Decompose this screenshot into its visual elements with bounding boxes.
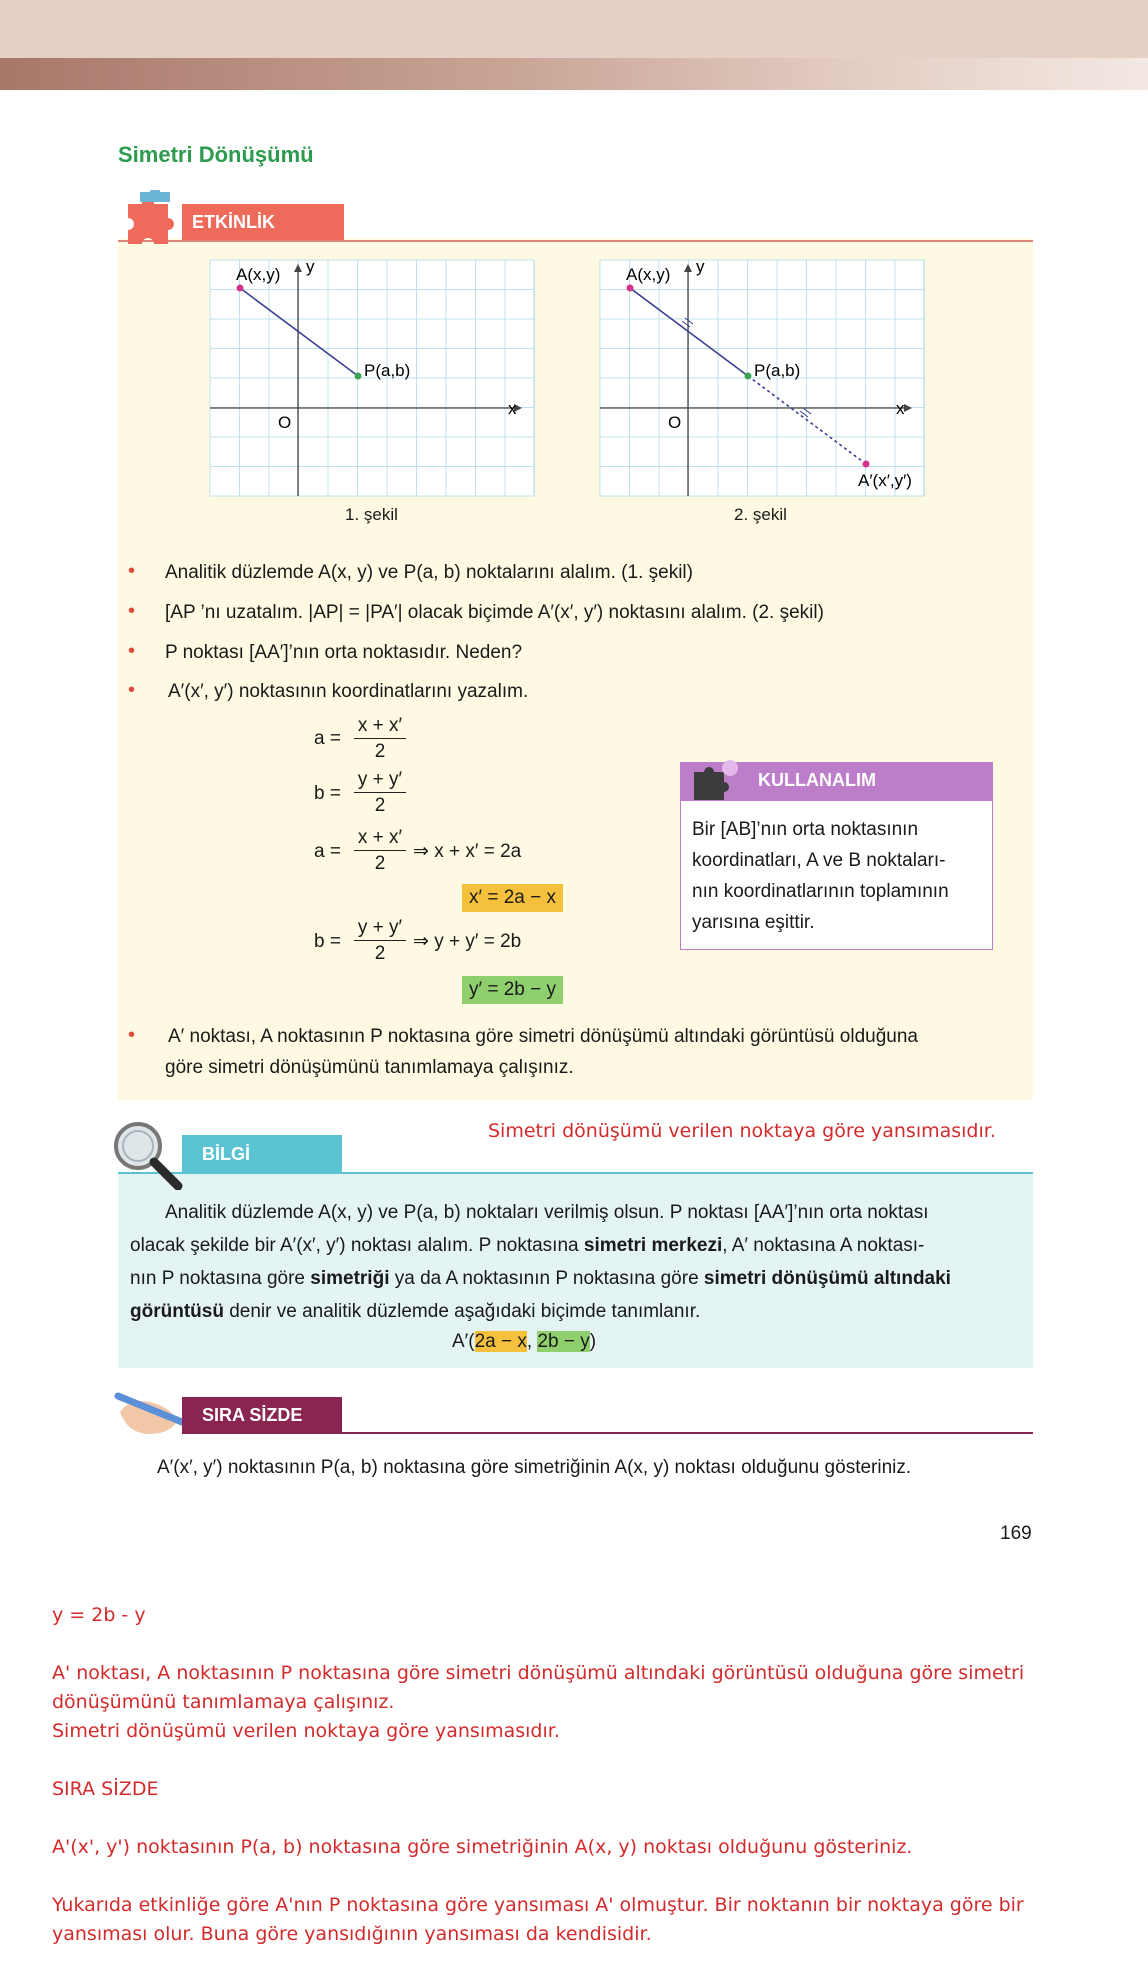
kullanalim-line: Bir [AB]’nın orta noktasının (692, 819, 919, 840)
note-line-3: dönüşümünü tanımlamaya çalışınız. (52, 1691, 395, 1713)
note-line-2: A' noktası, A noktasının P noktasına göre simetri dönüşümü altındaki görüntüsü olduğuna göre simetri (52, 1662, 1025, 1684)
bilgi-label: BİLGİ (202, 1144, 250, 1164)
sira-sizde-label: SIRA SİZDE (202, 1405, 303, 1425)
note-line-5: SIRA SİZDE (52, 1778, 159, 1800)
bullet-3: P noktası [AA′]’nın orta noktasıdır. Neden? (165, 642, 523, 663)
bullet-marker: • (128, 679, 136, 701)
bullet-marker: • (128, 560, 136, 582)
handwritten-note: Simetri dönüşümü verilen noktaya göre yansımasıdır. (488, 1120, 996, 1142)
bullet-marker: • (128, 600, 136, 622)
kullanalim-line: koordinatları, A ve B noktaları- (692, 850, 946, 871)
sira-sizde-text: A′(x′, y′) noktasının P(a, b) noktasına göre simetriğinin A(x, y) noktası olduğunu gösteriniz. (157, 1457, 912, 1478)
header-band (0, 0, 1148, 58)
formula-x-result: x′ = 2a − x (462, 884, 563, 912)
bilgi-line-3: nın P noktasına göre simetriği ya da A noktasının P noktasına göre simetri dönüşümü altındaki (130, 1268, 951, 1289)
bullet-5-line2: göre simetri dönüşümünü tanımlamaya çalışınız. (165, 1057, 574, 1078)
bullet-marker: • (128, 1024, 136, 1046)
etkinlik-divider (118, 240, 1033, 242)
figure-1-caption: 1. şekil (345, 505, 398, 524)
bilgi-line-2: olacak şekilde bir A′(x′, y′) noktası alalım. P noktasına simetri merkezi, A′ noktasına A noktası- (130, 1235, 925, 1256)
magnifier-icon (110, 1118, 186, 1195)
puzzle-icon (118, 190, 184, 257)
note-line-4: Simetri dönüşümü verilen noktaya göre yansımasıdır. (52, 1720, 560, 1742)
point-p (355, 373, 362, 380)
section-title: Simetri Dönüşümü (118, 142, 314, 167)
note-line-8: yansıması olur. Buna göre yansıdığının yansıması da kendisidir. (52, 1923, 652, 1945)
bullet-4: A′(x′, y′) noktasının koordinatlarını yazalım. (168, 681, 529, 702)
fig1-o-label: O (278, 413, 292, 432)
formula-y-result: y′ = 2b − y (462, 976, 563, 1004)
formula-b-num: y + y′ (354, 768, 406, 793)
kullanalim-label: KULLANALIM (758, 770, 876, 790)
bilgi-formula: A′(2a − x, 2b − y) (452, 1331, 597, 1352)
bullet-1: Analitik düzlemde A(x, y) ve P(a, b) noktalarını alalım. (1. şekil) (165, 562, 693, 583)
kullanalim-line: yarısına eşittir. (692, 912, 815, 933)
formula-b-lhs: b = (314, 783, 341, 804)
header-gradient-band (0, 58, 1148, 90)
fig1-p-label: P(a,b) (364, 361, 411, 380)
formula-a2-lhs: a = (314, 841, 341, 862)
formula-b-implies: ⇒ y + y′ = 2b (413, 931, 522, 952)
formula-a2-num: x + x′ (354, 826, 406, 851)
bilgi-line-4: görüntüsü denir ve analitik düzlemde aşağıdaki biçimde tanımlanır. (130, 1301, 701, 1322)
bullet-5-line1: A′ noktası, A noktasının P noktasına göre simetri dönüşümü altındaki görüntüsü olduğuna (168, 1026, 918, 1047)
figure-2 (598, 256, 938, 511)
formula-a-implies: ⇒ x + x′ = 2a (413, 841, 522, 862)
sira-sizde-divider (182, 1432, 1033, 1434)
kullanalim-text (692, 814, 984, 938)
note-line-7: Yukarıda etkinliğe göre A'nın P noktasına göre yansıması A' olmuştur. Bir noktanın bir noktaya göre bir (52, 1894, 1024, 1916)
fig2-o-label: O (668, 413, 682, 432)
point-a (237, 285, 244, 292)
bullet-marker: • (128, 640, 136, 662)
formula-b2-lhs: b = (314, 931, 341, 952)
formula-a-lhs: a = (314, 728, 341, 749)
bilgi-line-1: Analitik düzlemde A(x, y) ve P(a, b) noktaları verilmiş olsun. P noktası [AA′]’nın orta noktası (165, 1202, 929, 1223)
hand-pen-icon (112, 1382, 188, 1445)
figure-1 (208, 256, 538, 511)
fig2-a-prime-label: A′(x′,y′) (858, 471, 912, 490)
fig1-x-label: x (508, 399, 517, 418)
formula-a-den: 2 (374, 741, 386, 762)
kullanalim-line: nın koordinatlarının toplamının (692, 881, 949, 902)
fig2-x-label: x (896, 399, 905, 418)
note-line-6: A'(x', y') noktasının P(a, b) noktasına göre simetriğinin A(x, y) noktası olduğunu gösteriniz. (52, 1836, 913, 1858)
fig2-p-label: P(a,b) (754, 361, 801, 380)
bullet-2: [AP ’nı uzatalım. |AP| = |PA′| olacak biçimde A′(x′, y′) noktasını alalım. (2. şekil) (165, 602, 824, 623)
fig1-a-label: A(x,y) (236, 265, 281, 284)
formula-a2-den: 2 (374, 853, 386, 874)
page-number: 169 (1000, 1523, 1032, 1544)
fig2-y-label: y (696, 257, 705, 276)
formula-b2-num: y + y′ (354, 916, 406, 941)
fig1-y-label: y (306, 257, 315, 276)
note-line-1: y = 2b - y (52, 1604, 146, 1626)
formula-b2-den: 2 (374, 943, 386, 964)
formula-b-den: 2 (374, 795, 386, 816)
etkinlik-label: ETKİNLİK (192, 212, 275, 232)
formula-a-num: x + x′ (354, 714, 406, 739)
fig2-a-label: A(x,y) (626, 265, 671, 284)
figure-2-caption: 2. şekil (734, 505, 787, 524)
